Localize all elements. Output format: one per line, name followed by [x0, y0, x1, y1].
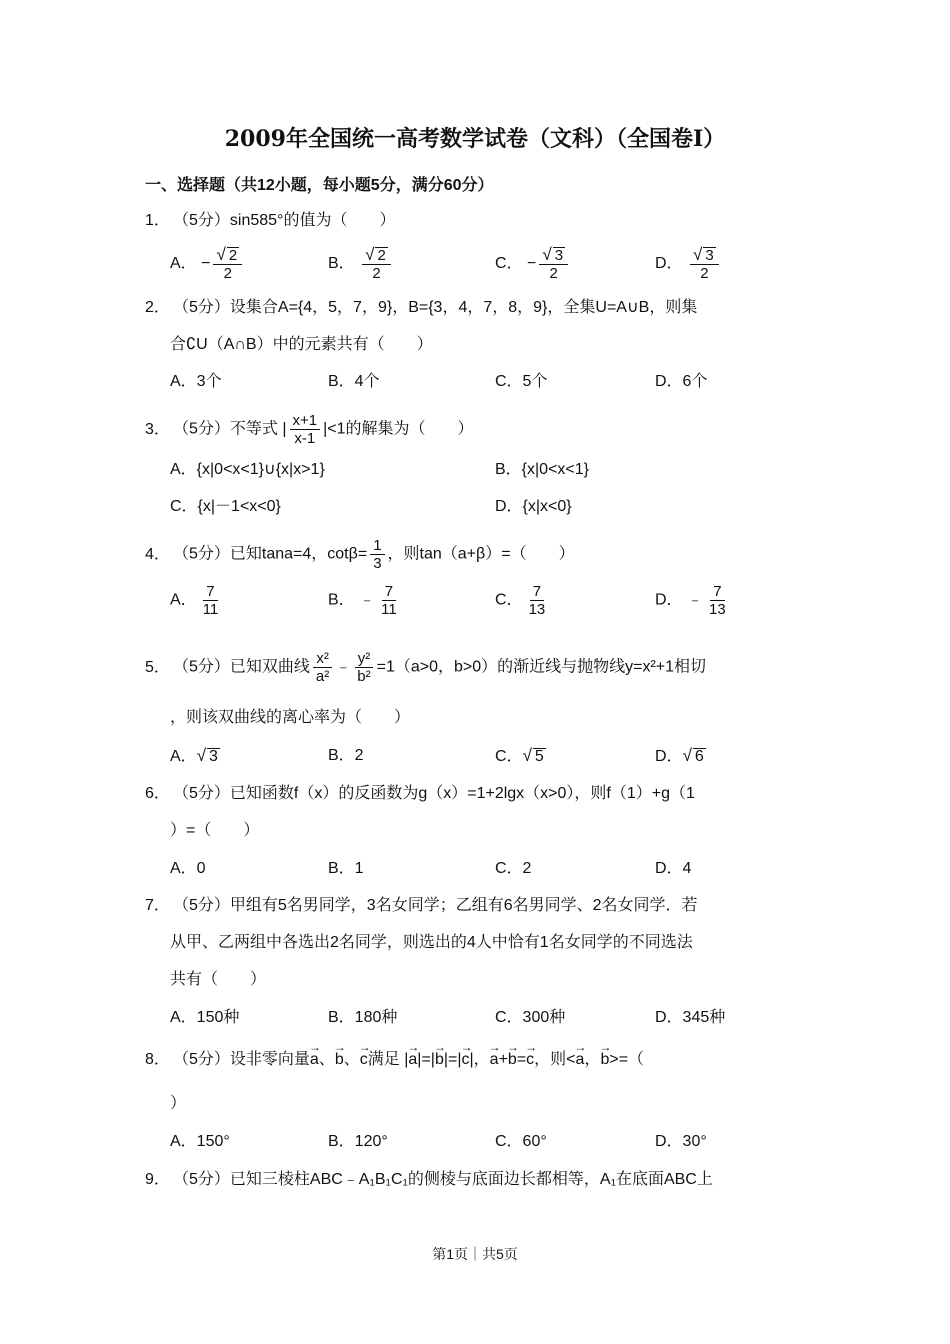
page-footer: 第1页｜共5页	[432, 1246, 518, 1262]
question-6: 6． （5分）已知函数f（x）的反函数为g（x）=1+2lgx（x>0），则f（1）+g（1	[145, 785, 695, 802]
question-6-line2: ）=（ ）	[170, 822, 260, 839]
question-5: 5． （5分）已知双曲线 $\frac{\text{x²}}{\text{a²}}$ ﹣ $\frac{\text{y²}}{\text{b²}}$ =1（a>0，b>0）的渐近线与抛物线y=x²+1相切	[145, 650, 707, 685]
option-8a: A．150°	[170, 1133, 230, 1150]
option-8d: D．30°	[655, 1133, 707, 1150]
question-2: 2． （5分）设集合A={4，5，7，9}，B={3，4，7，8，9}，全集U=A∪B，则集	[145, 299, 698, 316]
option-4d: D． ﹣ $\frac{7}{13}$	[655, 583, 726, 618]
option-7b: B．180种	[328, 1009, 398, 1026]
option-6c: C．2	[495, 860, 532, 877]
option-7a: A．150种	[170, 1009, 240, 1026]
option-7d: D．345种	[655, 1009, 726, 1026]
question-2-line2: 合∁U（A∩B）中的元素共有（ ）	[170, 336, 433, 353]
option-1a: A． − $\frac{√ 2}{2}$	[170, 246, 245, 282]
question-7-line3: 共有（ ）	[170, 971, 267, 988]
option-6b: B．1	[328, 860, 364, 877]
question-8-line2: ）	[170, 1095, 187, 1112]
option-4c: C． $\frac{7}{13}$	[495, 583, 546, 618]
option-3b: B．{x|0<x<1}	[495, 461, 590, 478]
option-3a: A．{x|0<x<1}∪{x|x>1}	[170, 461, 325, 478]
option-6a: A．0	[170, 860, 206, 877]
option-2a: A．3个	[170, 373, 222, 390]
option-8c: C．60°	[495, 1133, 547, 1150]
question-1	[145, 211, 395, 231]
option-1c: C． − $\frac{√ 3}{2}$	[495, 246, 571, 282]
option-6d: D．4	[655, 860, 692, 877]
question-5-line2: ，则该双曲线的离心率为（ ）	[170, 709, 411, 726]
option-7c: C．300种	[495, 1009, 566, 1026]
question-number: 1．	[145, 212, 170, 229]
option-5d: D．√ 6	[655, 746, 704, 765]
option-1b: B． $\frac{√ 2}{2}$	[328, 246, 394, 282]
question-7: 7． （5分）甲组有5名男同学，3名女同学；乙组有6名男同学、2名女同学．若	[145, 897, 698, 914]
question-9: 9． （5分）已知三棱柱ABC﹣A₁B₁C₁的侧棱与底面边长都相等，A₁在底面ABC上	[145, 1171, 713, 1188]
option-5c: C．√ 5	[495, 746, 544, 765]
section-heading: 一、选择题（共12小题，每小题5分，满分60分）	[145, 177, 494, 194]
option-2d: D．6个	[655, 373, 708, 390]
question-8: 8． （5分）设非零向量→ a、→ b、→ c满足 |→ a|=|→ b|=|→ c|，→ a+→ b=→ c，则<→ a，→ b>=（	[145, 1050, 644, 1070]
option-4a: A． $\frac{7}{11}$	[170, 583, 219, 618]
option-5b: B．2	[328, 747, 364, 764]
question-4: 4． （5分）已知tana=4，cotβ= $\frac{1}{3}$ ，则tan（a+β）=（ ）	[145, 537, 575, 572]
page-title: 2009年全国统一高考数学试卷（文科）（全国卷Ⅰ）	[224, 126, 726, 152]
option-3c: C．{x|－1<x<0}	[170, 498, 281, 515]
question-text: （5分）sin585°的值为（ ）	[173, 212, 396, 229]
option-4b: B． ﹣ $\frac{7}{11}$	[328, 583, 397, 618]
option-2b: B．4个	[328, 373, 380, 390]
question-3: 3． （5分）不等式 | $\frac{x+1}{x-1}$ |<1的解集为（ ）	[145, 412, 474, 447]
question-7-line2: 从甲、乙两组中各选出2名同学，则选出的4人中恰有1名女同学的不同选法	[170, 934, 693, 951]
option-2c: C．5个	[495, 373, 548, 390]
option-8b: B．120°	[328, 1133, 388, 1150]
option-3d: D．{x|x<0}	[495, 498, 572, 515]
option-5a: A．√ 3	[170, 746, 218, 765]
option-1d: D． $\frac{√ 3}{2}$	[655, 246, 722, 282]
